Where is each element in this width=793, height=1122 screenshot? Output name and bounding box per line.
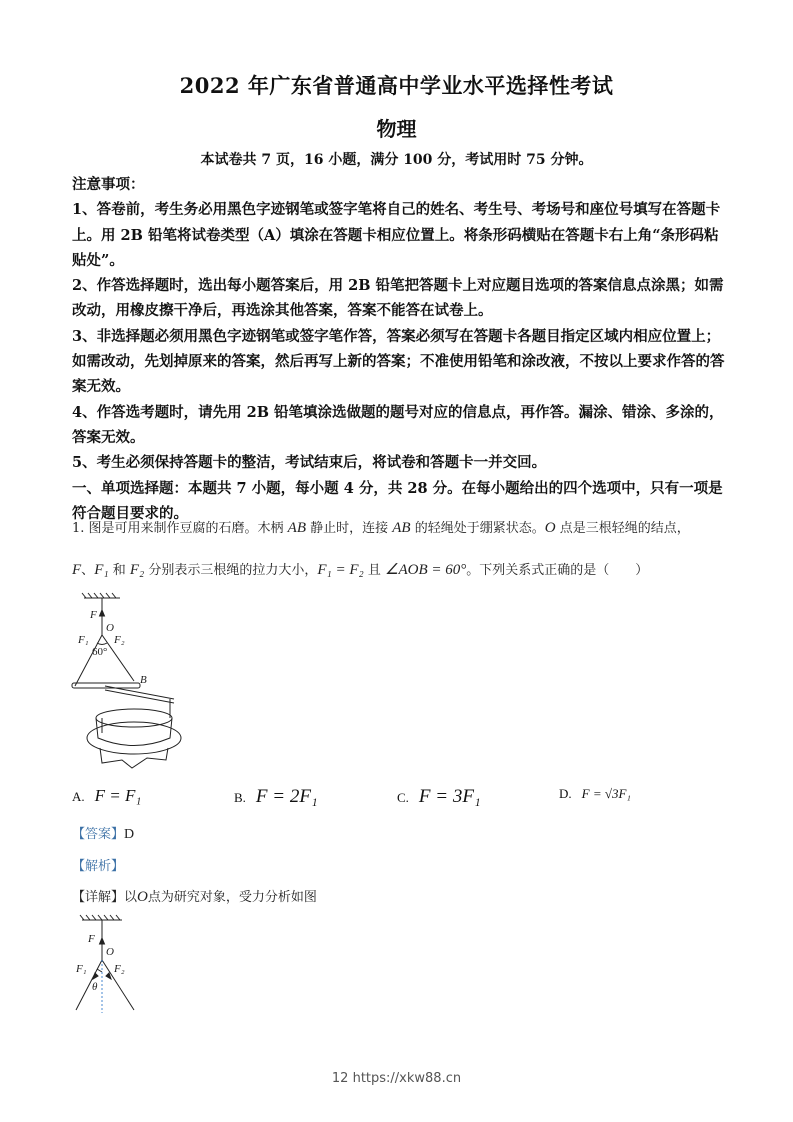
fig2-label-F2: F₂ — [114, 963, 125, 975]
answer-value: D — [124, 827, 135, 842]
force-diagram — [62, 910, 162, 1015]
fig1-label-F2: F₂ — [114, 634, 125, 646]
page-footer: 12 https://xkw88.cn — [331, 1071, 462, 1086]
fig1-label-angle: 60° — [92, 646, 108, 658]
option-a[interactable]: A. F = F₁ — [72, 786, 142, 805]
instruction-item: 1、答卷前，考生务必用黑色字迹钢笔或签字笔将自己的姓名、考生号、考场号和座位号填写在答题卡上。用 2B 铅笔将试卷类型（A）填涂在答题卡相应位置上。将条形码横贴在答题卡右上角“条形码粘贴处”。 — [72, 201, 721, 269]
option-d[interactable]: D. F = √3F₁ — [559, 786, 631, 801]
millstone-figure — [62, 588, 192, 773]
answer-options — [72, 786, 732, 810]
instruction-item: 3、非选择题必须用黑色字迹钢笔或签字笔作答，答案必须写在答题卡各题目指定区域内相应位置上；如需改动，先划掉原来的答案，然后再写上新的答案；不准使用铅笔和涂改液，不按以上要求作答的答案无效。 — [72, 327, 725, 396]
question-1 — [72, 518, 732, 581]
section-heading: 一、单项选择题：本题共 7 小题，每小题 4 分，共 28 分。在每小题给出的四个选项中，只有一项是符合题目要求的。 — [72, 479, 723, 522]
instructions — [72, 172, 732, 526]
answer-tag: 【答案】 — [72, 827, 125, 842]
answer-line — [72, 823, 134, 843]
fig1-label-F1: F₁ — [78, 634, 89, 646]
subject-title: 物理 — [376, 117, 417, 141]
instructions-heading: 注意事项： — [72, 176, 145, 193]
exam-title: 2022 年广东省普通高中学业水平选择性考试 — [179, 73, 614, 98]
fig1-label-O: O — [106, 622, 114, 634]
option-b[interactable]: B. F = 2F₁ — [234, 786, 318, 807]
fig1-label-B: B — [140, 674, 147, 686]
detail-tag: 【详解】 — [72, 890, 125, 905]
analysis-line — [72, 855, 124, 874]
fig2-label-F: F — [88, 933, 95, 945]
detail-line: 【详解】以O点为研究对象，受力分析如图 — [72, 889, 317, 905]
analysis-tag: 【解析】 — [72, 859, 125, 874]
fig2-label-O: O — [106, 946, 114, 958]
fig2-label-theta: θ — [92, 981, 98, 993]
option-c[interactable]: C. F = 3F₁ — [397, 786, 481, 807]
exam-meta: 本试卷共 7 页，16 小题，满分 100 分，考试用时 75 分钟。 — [200, 152, 593, 168]
instruction-item: 4、作答选考题时，请先用 2B 铅笔填涂选做题的题号对应的信息点，再作答。漏涂、错涂、多涂的，答案无效。 — [72, 403, 724, 446]
fig2-label-F1: F₁ — [76, 963, 87, 975]
instruction-item: 2、作答选择题时，选出每小题答案后，用 2B 铅笔把答题卡上对应题目选项的答案信息点涂黑；如需改动，用橡皮擦干净后，再选涂其他答案，答案不能答在试卷上。 — [72, 277, 724, 320]
fig1-label-F: F — [90, 609, 97, 621]
question-1-line-1: 1. 图是可用来制作豆腐的石磨。木柄 AB 静止时，连接 AB 的轻绳处于绷紧状态。O 点是三根轻绳的结点， — [72, 520, 690, 536]
instruction-item: 5、考生必须保持答题卡的整洁，考试结束后，将试卷和答题卡一并交回。 — [72, 454, 547, 472]
question-1-line-2: F、F₁ 和 F₂ 分别表示三根绳的拉力大小，F₁ = F₂ 且 ∠AOB = 60°。下列关系式正确的是（ ） — [72, 562, 649, 578]
